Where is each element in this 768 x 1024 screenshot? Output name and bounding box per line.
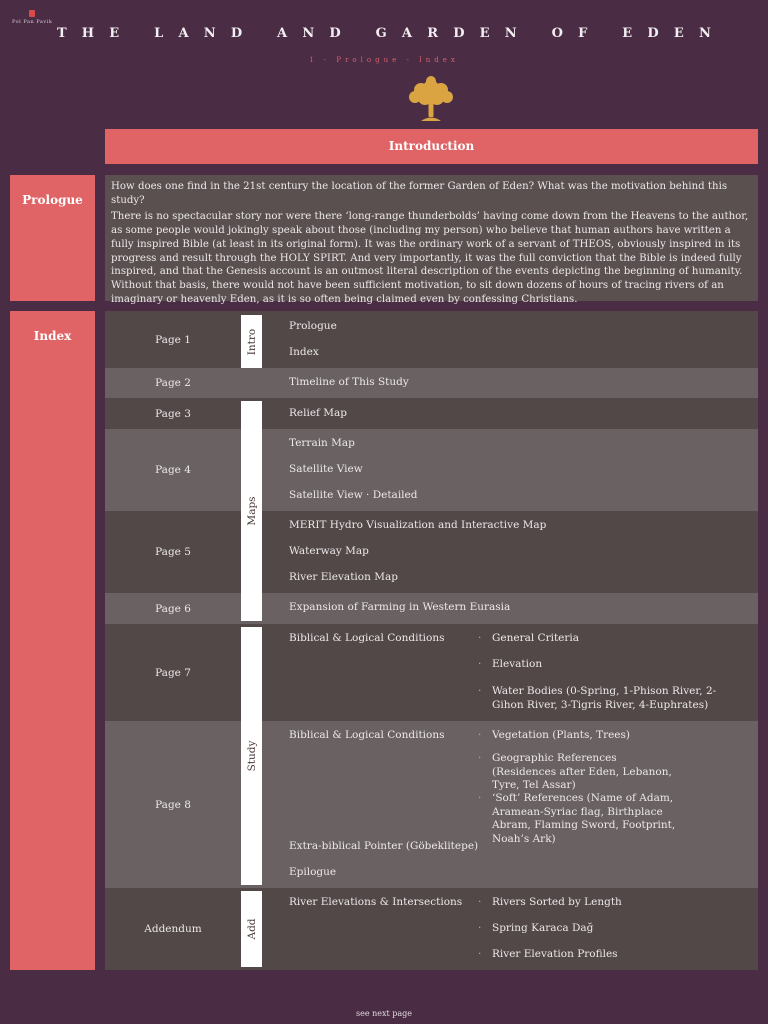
index-row-page-2: [105, 368, 758, 398]
index-label: Index: [10, 311, 95, 970]
bullet-icon: ·: [478, 896, 482, 908]
index-link-index[interactable]: Index: [289, 346, 319, 358]
page-label: Page 5: [155, 546, 191, 558]
page-label: Page 6: [155, 602, 191, 615]
index-link-merit-hydro[interactable]: MERIT Hydro Visualization and Interactive Map: [289, 519, 547, 531]
section-label-maps: [241, 401, 262, 621]
bullet-item[interactable]: [478, 685, 718, 712]
bullet-text: Vegetation (Plants, Trees): [492, 729, 631, 741]
index-row-page-8: [105, 721, 758, 888]
page-label: Page 1: [155, 333, 191, 346]
index-link-terrain-map[interactable]: Terrain Map: [289, 437, 355, 449]
prologue-text-box: [105, 175, 758, 306]
brand-logo-text: Pol Pan Pavik: [12, 19, 53, 25]
bullet-item[interactable]: [478, 729, 630, 743]
index-row-page-7: [105, 624, 758, 721]
bullet-text: Spring Karaca Dağ: [492, 922, 594, 934]
bullet-icon: ·: [478, 658, 482, 670]
section-label-intro: [241, 315, 262, 368]
page-label: Addendum: [144, 923, 202, 935]
bullet-text: Rivers Sorted by Length: [492, 896, 622, 908]
bullet-icon: ·: [478, 685, 482, 697]
section-label-add: [241, 891, 262, 967]
section-label-study: [241, 627, 262, 885]
index-link-timeline[interactable]: Timeline of This Study: [289, 376, 409, 388]
bullet-icon: ·: [478, 922, 482, 934]
bullet-text: ‘Soft’ References (Name of Adam, Aramean-Syriac flag, Birthplace Abram, Flaming Sword, Footprint, Noah’s Ark): [492, 792, 676, 845]
prologue-paragraph-1: How does one find in the 21st century the location of the former Garden of Eden? What was the motivation behind this study?: [111, 181, 728, 206]
index-link-farming-expansion[interactable]: Expansion of Farming in Western Eurasia: [289, 601, 511, 613]
index-link-river-elevations[interactable]: River Elevations & Intersections: [289, 896, 463, 908]
tree-icon: [403, 72, 459, 128]
prologue-label: Prologue: [10, 175, 95, 301]
page-label: Page 7: [155, 666, 191, 679]
index-link-river-elevation-map[interactable]: River Elevation Map: [289, 571, 398, 583]
section-label-text: Add: [245, 918, 258, 940]
bullet-item[interactable]: [478, 658, 542, 672]
see-next-page-link[interactable]: see next page: [355, 1009, 413, 1018]
index-row-page-5: [105, 511, 758, 593]
page-subtitle: 1 - Prologue - Index: [309, 56, 459, 64]
bullet-text: River Elevation Profiles: [492, 948, 618, 960]
brand-logo[interactable]: [12, 10, 52, 25]
introduction-header: Introduction: [105, 129, 758, 164]
index-row-page-4: [105, 429, 758, 511]
index-link-prologue[interactable]: Prologue: [289, 320, 337, 332]
bullet-item[interactable]: [478, 922, 593, 936]
bullet-icon: ·: [478, 729, 482, 741]
bullet-text: Geographic References (Residences after Eden, Lebanon, Tyre, Tel Assar): [492, 752, 672, 791]
bullet-item[interactable]: [478, 792, 698, 846]
index-link-biblical-conditions-2[interactable]: Biblical & Logical Conditions: [289, 729, 445, 741]
index-row-page-6: [105, 593, 758, 624]
index-link-satellite-detailed[interactable]: Satellite View · Detailed: [289, 489, 418, 501]
index-link-waterway-map[interactable]: Waterway Map: [289, 545, 369, 557]
bullet-text: Water Bodies (0-Spring, 1-Phison River, 2-Gihon River, 3-Tigris River, 4-Euphrates): [492, 685, 717, 711]
index-row-page-1: [105, 311, 758, 368]
bullet-icon: ·: [478, 948, 482, 960]
index-link-satellite-view[interactable]: Satellite View: [289, 463, 363, 475]
index-link-epilogue[interactable]: Epilogue: [289, 866, 337, 878]
index-link-gobeklitepe[interactable]: Extra-biblical Pointer (Göbeklitepe): [289, 840, 479, 852]
brand-mark-icon: [29, 10, 35, 17]
page-label: Page 8: [155, 798, 191, 811]
prologue-paragraph-2: There is no spectacular story nor were there ‘long-range thunderbolds’ having come down from the Heavens to the author, as some people would jokingly speak about those (including my person) who believe that human authors have written a fully inspired Bible (at least in its original form). It was the ordinary work of a servant of THEOS, obviously inspired in its progress and result through the HOLY SPIRT. And very importantly, it was the full conviction that the Bible is indeed fully inspired, and that the Genesis account is an outmost literal description of the events depicting the beginning of humanity. Without that basis, there would not have been sufficient motivation, to sit down dozens of hours of tracing rivers of an imaginary or heavenly Eden, as it is so often being claimed even by confessing Christians.: [111, 210, 749, 306]
bullet-item[interactable]: [478, 752, 678, 793]
bullet-icon: ·: [478, 792, 482, 804]
index-row-page-3: [105, 398, 758, 429]
section-label-text: Study: [245, 740, 258, 772]
bullet-item[interactable]: [478, 948, 618, 962]
bullet-text: General Criteria: [492, 632, 580, 644]
section-label-text: Intro: [245, 328, 258, 355]
page-title: THE LAND AND GARDEN OF EDEN: [56, 26, 727, 41]
index-link-biblical-conditions-1[interactable]: Biblical & Logical Conditions: [289, 632, 445, 644]
page-label: Page 4: [155, 464, 191, 476]
bullet-icon: ·: [478, 632, 482, 644]
page-label: Page 3: [155, 407, 191, 420]
bullet-item[interactable]: [478, 632, 579, 646]
page-label: Page 2: [155, 377, 191, 389]
index-link-relief-map[interactable]: Relief Map: [289, 407, 348, 419]
section-label-text: Maps: [245, 496, 258, 526]
bullet-icon: ·: [478, 752, 482, 764]
index-row-addendum: [105, 888, 758, 970]
bullet-item[interactable]: [478, 896, 622, 910]
bullet-text: Elevation: [492, 658, 543, 670]
